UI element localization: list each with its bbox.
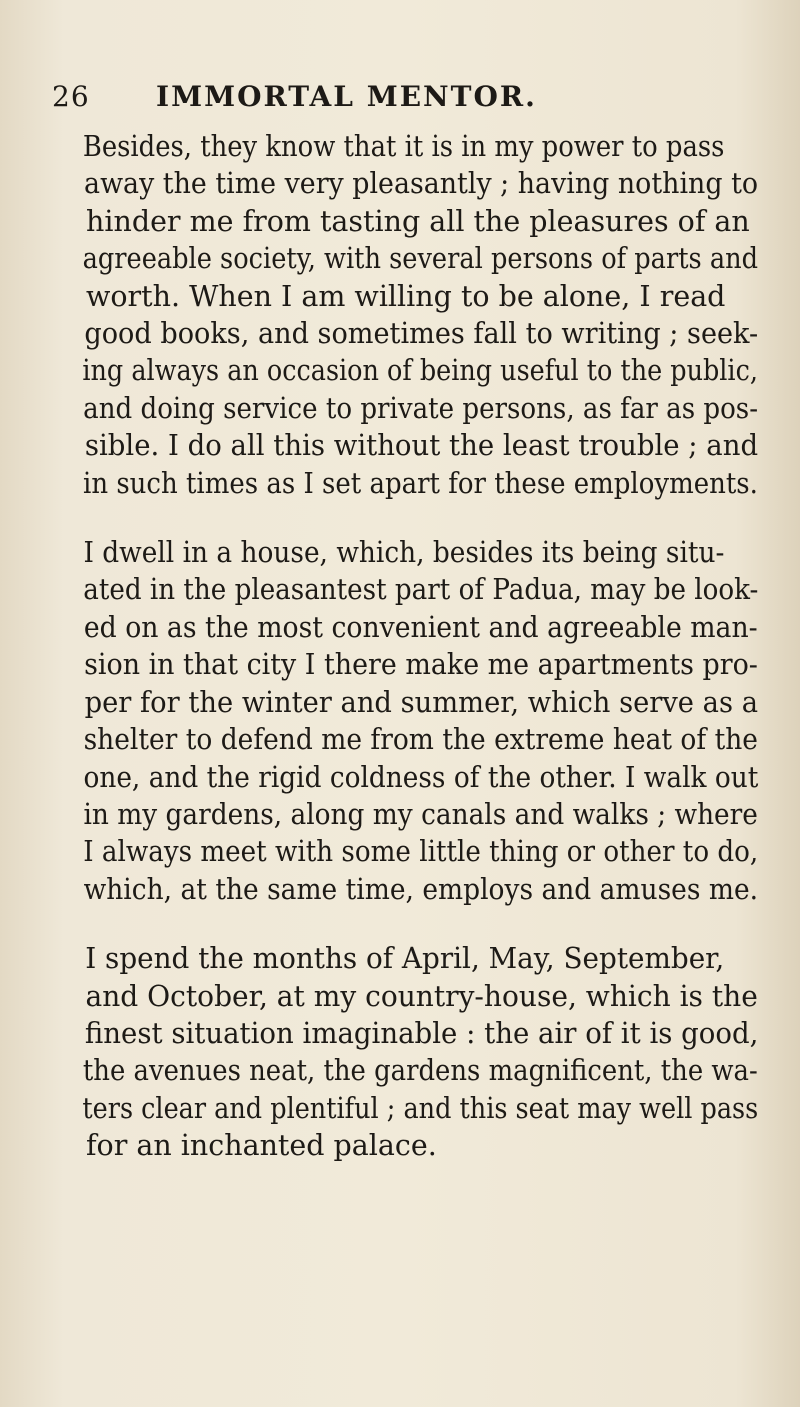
text-line: I always meet with some little thing or other to do, bbox=[83, 835, 759, 869]
text-line: finest situation imaginable : the air of it is good, bbox=[84, 1016, 759, 1050]
paragraph-1 bbox=[52, 128, 758, 502]
text-line: and October, at my country-house, which is the bbox=[85, 979, 758, 1013]
page-number: 26 bbox=[52, 80, 90, 113]
text-line: which, at the same time, employs and amuses me. bbox=[83, 872, 759, 906]
text-line: good books, and sometimes fall to writing ; seek- bbox=[84, 317, 759, 351]
text-line: one, and the rigid coldness of the other. I walk out bbox=[83, 760, 759, 794]
text-line: in such times as I set apart for these employments. bbox=[83, 466, 758, 500]
paragraph-2 bbox=[52, 534, 758, 908]
text-line: ters clear and plentiful ; and this seat may well pass bbox=[82, 1091, 759, 1125]
text-line: sible. I do all this without the least trouble ; and bbox=[84, 429, 759, 463]
paragraph-3 bbox=[52, 940, 758, 1164]
text-line: and doing service to private persons, as far as pos- bbox=[83, 391, 759, 425]
text-line: ed on as the most convenient and agreeable man- bbox=[83, 610, 758, 644]
page-header bbox=[52, 80, 752, 120]
text-line: in my gardens, along my canals and walks ; where bbox=[83, 797, 758, 831]
running-head: IMMORTAL MENTOR. bbox=[156, 80, 537, 113]
text-line: I dwell in a house, which, besides its being situ- bbox=[83, 536, 725, 570]
text-line: per for the winter and summer, which serve as a bbox=[84, 685, 758, 719]
text-line: I spend the months of April, May, September, bbox=[85, 942, 725, 976]
body-text bbox=[52, 128, 758, 1197]
text-line: away the time very pleasantly ; having nothing to bbox=[84, 167, 759, 201]
text-line: ing always an occasion of being useful to the public, bbox=[82, 354, 758, 388]
text-line: for an inchanted palace. bbox=[86, 1129, 437, 1163]
text-line: worth. When I am willing to be alone, I read bbox=[86, 279, 726, 313]
text-line: hinder me from tasting all the pleasures of an bbox=[86, 204, 750, 238]
text-line: shelter to defend me from the extreme heat of the bbox=[83, 723, 758, 757]
text-line: ated in the pleasantest part of Padua, may be look- bbox=[83, 573, 759, 607]
text-line: sion in that city I there make me apartments pro- bbox=[84, 648, 758, 682]
text-line: Besides, they know that it is in my power to pass bbox=[82, 130, 725, 163]
text-line: the avenues neat, the gardens magnificent, the wa- bbox=[82, 1054, 758, 1088]
text-line: agreeable society, with several persons of parts and bbox=[82, 242, 759, 276]
